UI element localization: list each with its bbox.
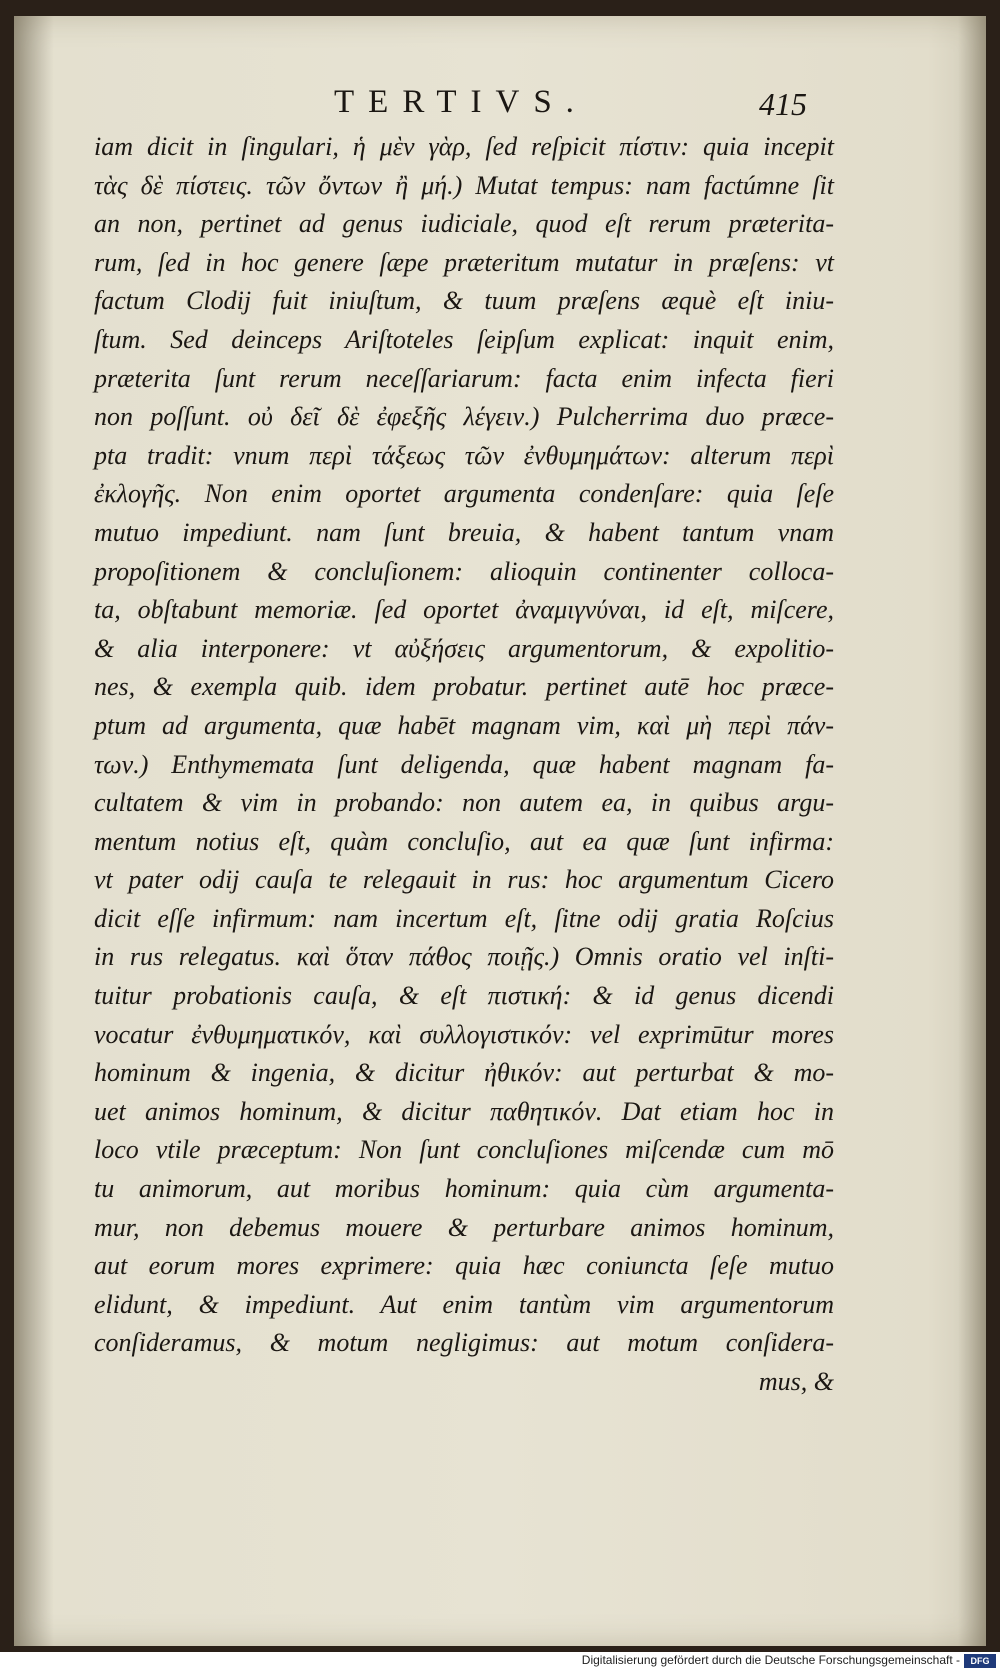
text-line: τὰς δὲ πίστεις. τῶν ὄντων ἢ μή.) Mutat tempus: nam factúmne ſit [94,170,834,200]
book-page [14,16,986,1646]
text-line: non poſſunt. οὐ δεῖ δὲ ἐφεξῆς λέγειν.) Pulcherrima duo præce- [94,402,834,432]
text-line: iam dicit in ſingulari, ἡ μὲν γὰρ, ſed reſpicit πίστιν: quia incepit [94,132,834,161]
text-line: ptum ad argumenta, quæ habēt magnam vim, καὶ μὴ περὶ πάν- [94,710,834,740]
text-line: mutuo impediunt. nam ſunt breuia, & habent tantum vnam [94,517,834,547]
text-line: mur, non debemus mouere & perturbare animos hominum, [94,1212,834,1242]
text-line: præterita ſunt rerum neceſſariarum: facta enim infecta fieri [94,363,834,393]
body-text [94,128,834,1402]
text-line: elidunt, & impediunt. Aut enim tantùm vim argumentorum [94,1289,834,1319]
text-line: loco vtile præceptum: Non ſunt concluſiones miſcendæ cum mō [94,1135,834,1165]
text-line: tu animorum, aut moribus hominum: quia cùm argumenta- [94,1174,834,1204]
text-line: in rus relegatus. καὶ ὅταν πάθος ποιῇς.) Omnis oratio vel inſti- [94,942,834,972]
text-line: tuitur probationis cauſa, & eſt πιστική: & id genus dicendi [94,981,834,1011]
text-line: mentum notius eſt, quàm concluſio, aut ea quæ ſunt infirma: [94,826,834,856]
text-line: ἐκλογῆς. Non enim oportet argumenta condenſare: quia ſeſe [94,479,834,509]
page-number: 415 [759,86,807,122]
text-line: mus, & [758,1367,834,1396]
text-line: nes, & exempla quib. idem probatur. pertinet autē hoc præce- [94,672,834,702]
text-line: an non, pertinet ad genus iudiciale, quod eſt rerum præterita- [94,209,834,239]
text-line: aut eorum mores exprimere: quia hæc coniuncta ſeſe mutuo [94,1251,834,1281]
page-edge-shadow [958,16,986,1646]
funding-notice: Digitalisierung gefördert durch die Deutsche Forschungsgemeinschaft - [581,1653,960,1667]
text-line: hominum & ingenia, & dicitur ἠθικόν: aut perturbat & mo- [94,1058,834,1088]
text-line: conſideramus, & motum negligimus: aut motum conſidera- [94,1328,834,1358]
text-line: propoſitionem & concluſionem: alioquin continenter colloca- [94,556,834,586]
text-line: rum, ſed in hoc genere ſæpe præteritum mutatur in præſens: vt [94,247,834,277]
text-line: factum Clodij fuit iniuſtum, & tuum præſens æquè eſt iniu- [94,286,834,316]
dfg-logo: DFG [964,1654,996,1668]
gutter-shadow [14,16,54,1646]
running-head: TERTIVS. [334,84,588,120]
text-line: uet animos hominum, & dicitur παθητικόν. Dat etiam hoc in [94,1096,834,1126]
text-line: cultatem & vim in probando: non autem ea, in quibus argu- [94,788,834,818]
text-line: vocatur ἐνθυμηματικόν, καὶ συλλογιστικόν: vel exprimūtur mores [94,1019,834,1049]
text-line: vt pater odij cauſa te relegauit in rus: hoc argumentum Cicero [94,865,834,895]
text-line: ſtum. Sed deinceps Ariſtoteles ſeipſum explicat: inquit enim, [94,324,834,354]
text-line: των.) Enthymemata ſunt deligenda, quæ habent magnam fa- [94,749,834,779]
text-line: & alia interponere: vt αὐξήσεις argumentorum, & expolitio- [94,633,834,663]
text-line: ta, obſtabunt memoriæ. ſed oportet ἀναμιγνύναι, id eſt, miſcere, [94,595,834,625]
text-line: dicit eſſe infirmum: nam incertum eſt, ſitne odij gratia Roſcius [94,903,834,933]
footer-bar [0,1652,1000,1670]
text-line: pta tradit: vnum περὶ τάξεως τῶν ἐνθυμημάτων: alterum περὶ [94,440,834,470]
